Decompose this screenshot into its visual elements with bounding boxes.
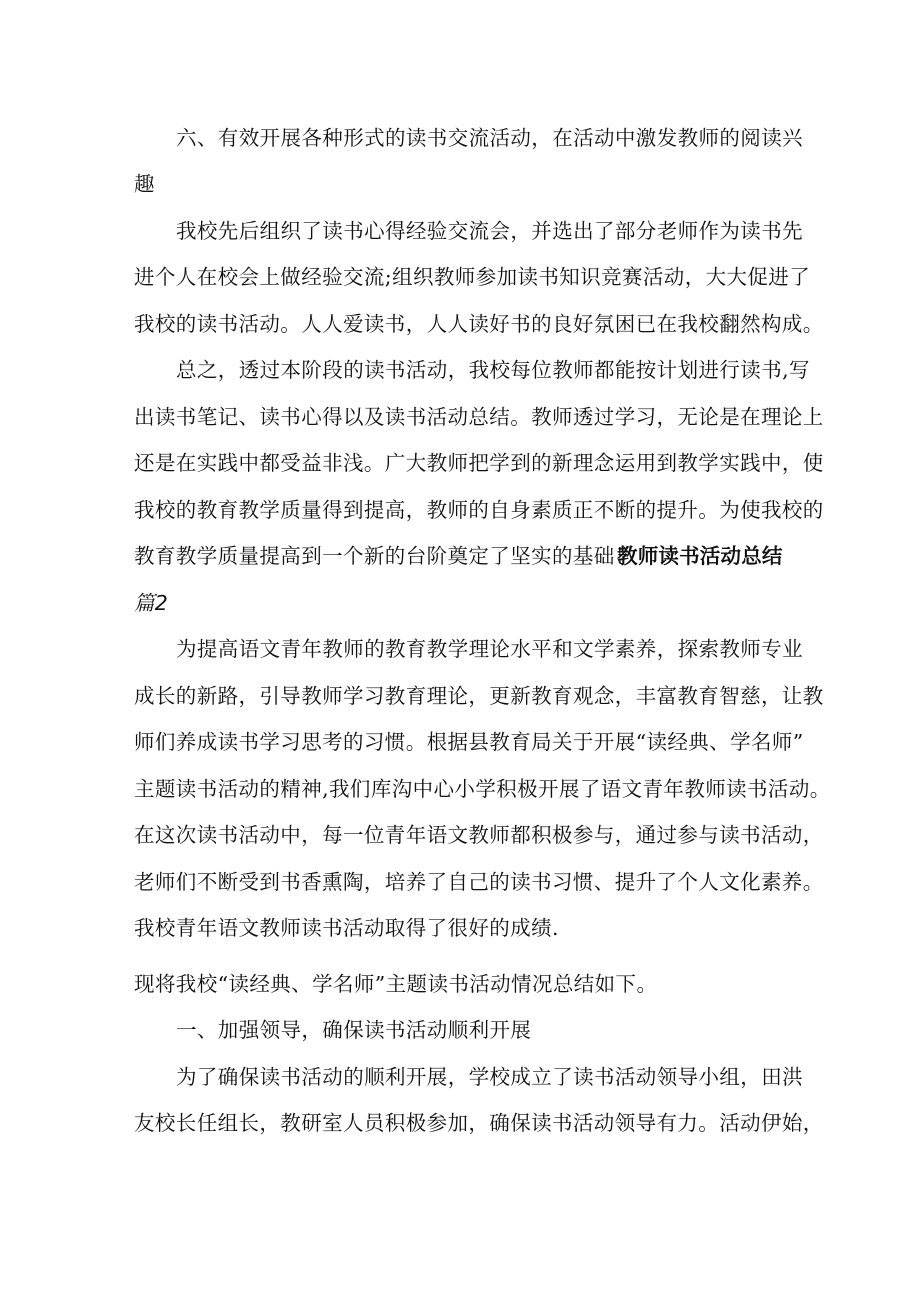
paragraph-line: 总之，透过本阶段的读书活动，我校每位教师都能按计划进行读书,写 (176, 358, 810, 382)
paragraph-line: 老师们不断受到书香熏陶，培养了自己的读书习惯、提升了个人文化素养。 (134, 870, 824, 894)
paragraph-line: 师们养成读书学习思考的习惯。根据县教育局关于开展“读经典、学名师” (134, 730, 804, 754)
section-heading-6-line-1: 六、有效开展各种形式的读书交流活动，在活动中激发教师的阅读兴 (176, 126, 803, 150)
paragraph-line: 进个人在校会上做经验交流;组织教师参加读书知识竞赛活动，大大促进了 (134, 265, 811, 289)
article-title: 教师读书活动总结 (617, 544, 783, 568)
paragraph-line: 我校的读书活动。人人爱读书，人人读好书的良好氛困已在我校翻然构成。 (134, 312, 824, 336)
paragraph-line: 成长的新路，引导教师学习教育理论，更新教育观念，丰富教育智慈，让教 (134, 684, 824, 708)
paragraph-line: 教育教学质量提高到一个新的台阶奠定了坚实的基础！ (134, 544, 636, 568)
paragraph-line: 友校长任组长，教研室人员积极参加，确保读书活动领导有力。活动伊始， (134, 1111, 824, 1135)
section-heading-1: 一、加强领导，确保读书活动顺利开展 (176, 1018, 532, 1042)
paragraph-line: 我校青年语文教师读书活动取得了很好的成绩. (134, 916, 559, 940)
paragraph-line: 为了确保读书活动的顺利开展，学校成立了读书活动领导小组，田洪 (176, 1065, 803, 1089)
paragraph-line: 主题读书活动的精神,我们库沟中心小学积极开展了语文青年教师读书活动。 (134, 777, 831, 801)
paragraph-line: 在这次读书活动中，每一位青年语文教师都积极参与，通过参与读书活动， (134, 823, 824, 847)
paragraph-line: 还是在实践中都受益非浅。广大教师把学到的新理念运用到教学实践中，使 (134, 451, 824, 475)
paragraph-line: 现将我校“读经典、学名师”主题读书活动情况总结如下。 (134, 972, 658, 996)
article-title-part: 篇2 (134, 591, 168, 615)
paragraph-line: 我校的教育教学质量得到提高，教师的自身素质正不断的提升。为使我校的 (134, 498, 824, 522)
paragraph-line: 我校先后组织了读书心得经验交流会，并选出了部分老师作为读书先 (176, 219, 803, 243)
section-heading-6-line-2: 趣 (134, 172, 155, 196)
paragraph-line: 为提高语文青年教师的教育教学理论水平和文学素养，探索教师专业 (176, 637, 803, 661)
paragraph-line: 出读书笔记、读书心得以及读书活动总结。教师透过学习，无论是在理论上 (134, 405, 824, 429)
